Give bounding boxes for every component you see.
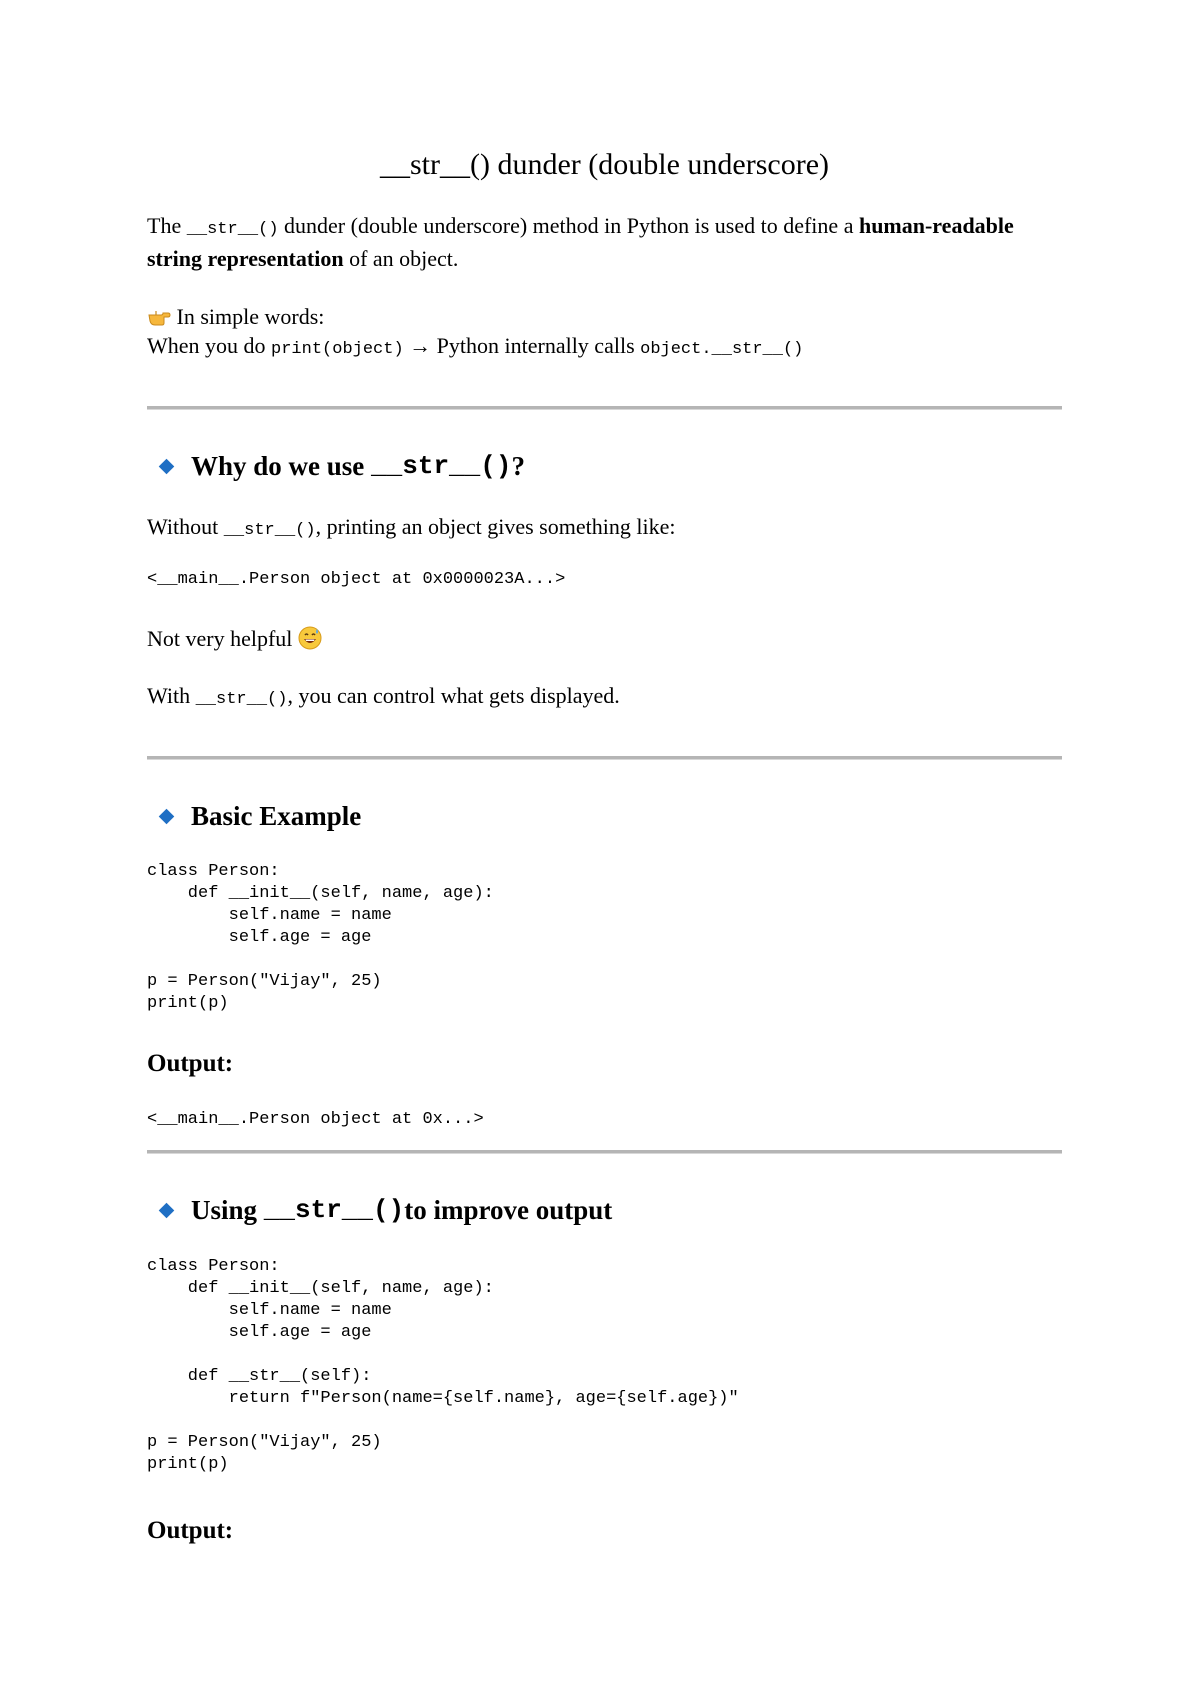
simple-code-print: print(object) (271, 340, 404, 359)
section-heading-why (147, 449, 525, 483)
without-prefix: Without (147, 514, 224, 539)
grinning-sweat-face-icon (298, 626, 322, 650)
basic-example-code: class Person: def __init__(self, name, age): self.name = name self.age = age p = Person("Vijay", 25) print(p) (147, 862, 494, 1013)
intro-code: __str__() (186, 220, 279, 239)
section-divider (147, 756, 1062, 760)
blue-diamond-icon (159, 808, 175, 824)
blue-diamond-icon (159, 458, 175, 474)
heading-using-code: __str__() (263, 1195, 405, 1225)
heading-using-prefix: Using (191, 1195, 258, 1225)
simple-arrow: → (403, 333, 437, 358)
section-divider (147, 1150, 1062, 1154)
with-prefix: With (147, 683, 196, 708)
without-paragraph (147, 512, 1062, 545)
section-heading-basic (147, 799, 361, 833)
without-suffix: , printing an object gives something like: (315, 514, 676, 539)
simple-words-label (147, 302, 1062, 331)
heading-why-code: __str__() (371, 451, 512, 481)
with-paragraph (147, 681, 1062, 714)
document-page (147, 0, 1062, 1696)
intro-suffix: of an object. (343, 246, 459, 271)
basic-output-code: <__main__.Person object at 0x...> (147, 1110, 484, 1129)
not-helpful-text: Not very helpful (147, 626, 293, 651)
basic-output-label: Output: (147, 1050, 234, 1077)
with-code: __str__() (195, 690, 288, 709)
using-output-label: Output: (147, 1517, 234, 1544)
using-str-code: class Person: def __init__(self, name, age): self.name = name self.age = age def __str__(self): return f"Person(name={self.name}, age={self.age})" p = Person("Vijay", 25) print(p) (147, 1257, 739, 1474)
pointing-hand-icon (147, 304, 171, 328)
simple-words-line (147, 331, 1062, 364)
not-helpful-paragraph (147, 624, 1062, 653)
simple-line-middle: Python internally calls (436, 333, 641, 358)
intro-prefix: The (147, 213, 187, 238)
intro-paragraph (147, 211, 1062, 273)
simple-line-prefix: When you do (147, 333, 272, 358)
section-heading-using (147, 1193, 612, 1227)
with-suffix: , you can control what gets displayed. (287, 683, 620, 708)
page-title: __str__() dunder (double underscore) (379, 148, 830, 181)
without-code: __str__() (223, 521, 316, 540)
intro-bold: human-readable string representation (147, 213, 1014, 271)
heading-basic-text: Basic Example (191, 801, 362, 831)
sample-output-code: <__main__.Person object at 0x0000023A...> (147, 570, 566, 589)
simple-code-call: object.__str__() (640, 340, 804, 359)
simple-words-text: In simple words: (176, 304, 325, 329)
blue-diamond-icon (159, 1202, 175, 1218)
heading-why-prefix: Why do we use (191, 451, 365, 481)
section-divider (147, 406, 1062, 410)
heading-using-suffix: to improve output (404, 1195, 613, 1225)
intro-middle: dunder (double underscore) method in Python is used to define a (278, 213, 859, 238)
heading-why-suffix: ? (511, 451, 525, 481)
